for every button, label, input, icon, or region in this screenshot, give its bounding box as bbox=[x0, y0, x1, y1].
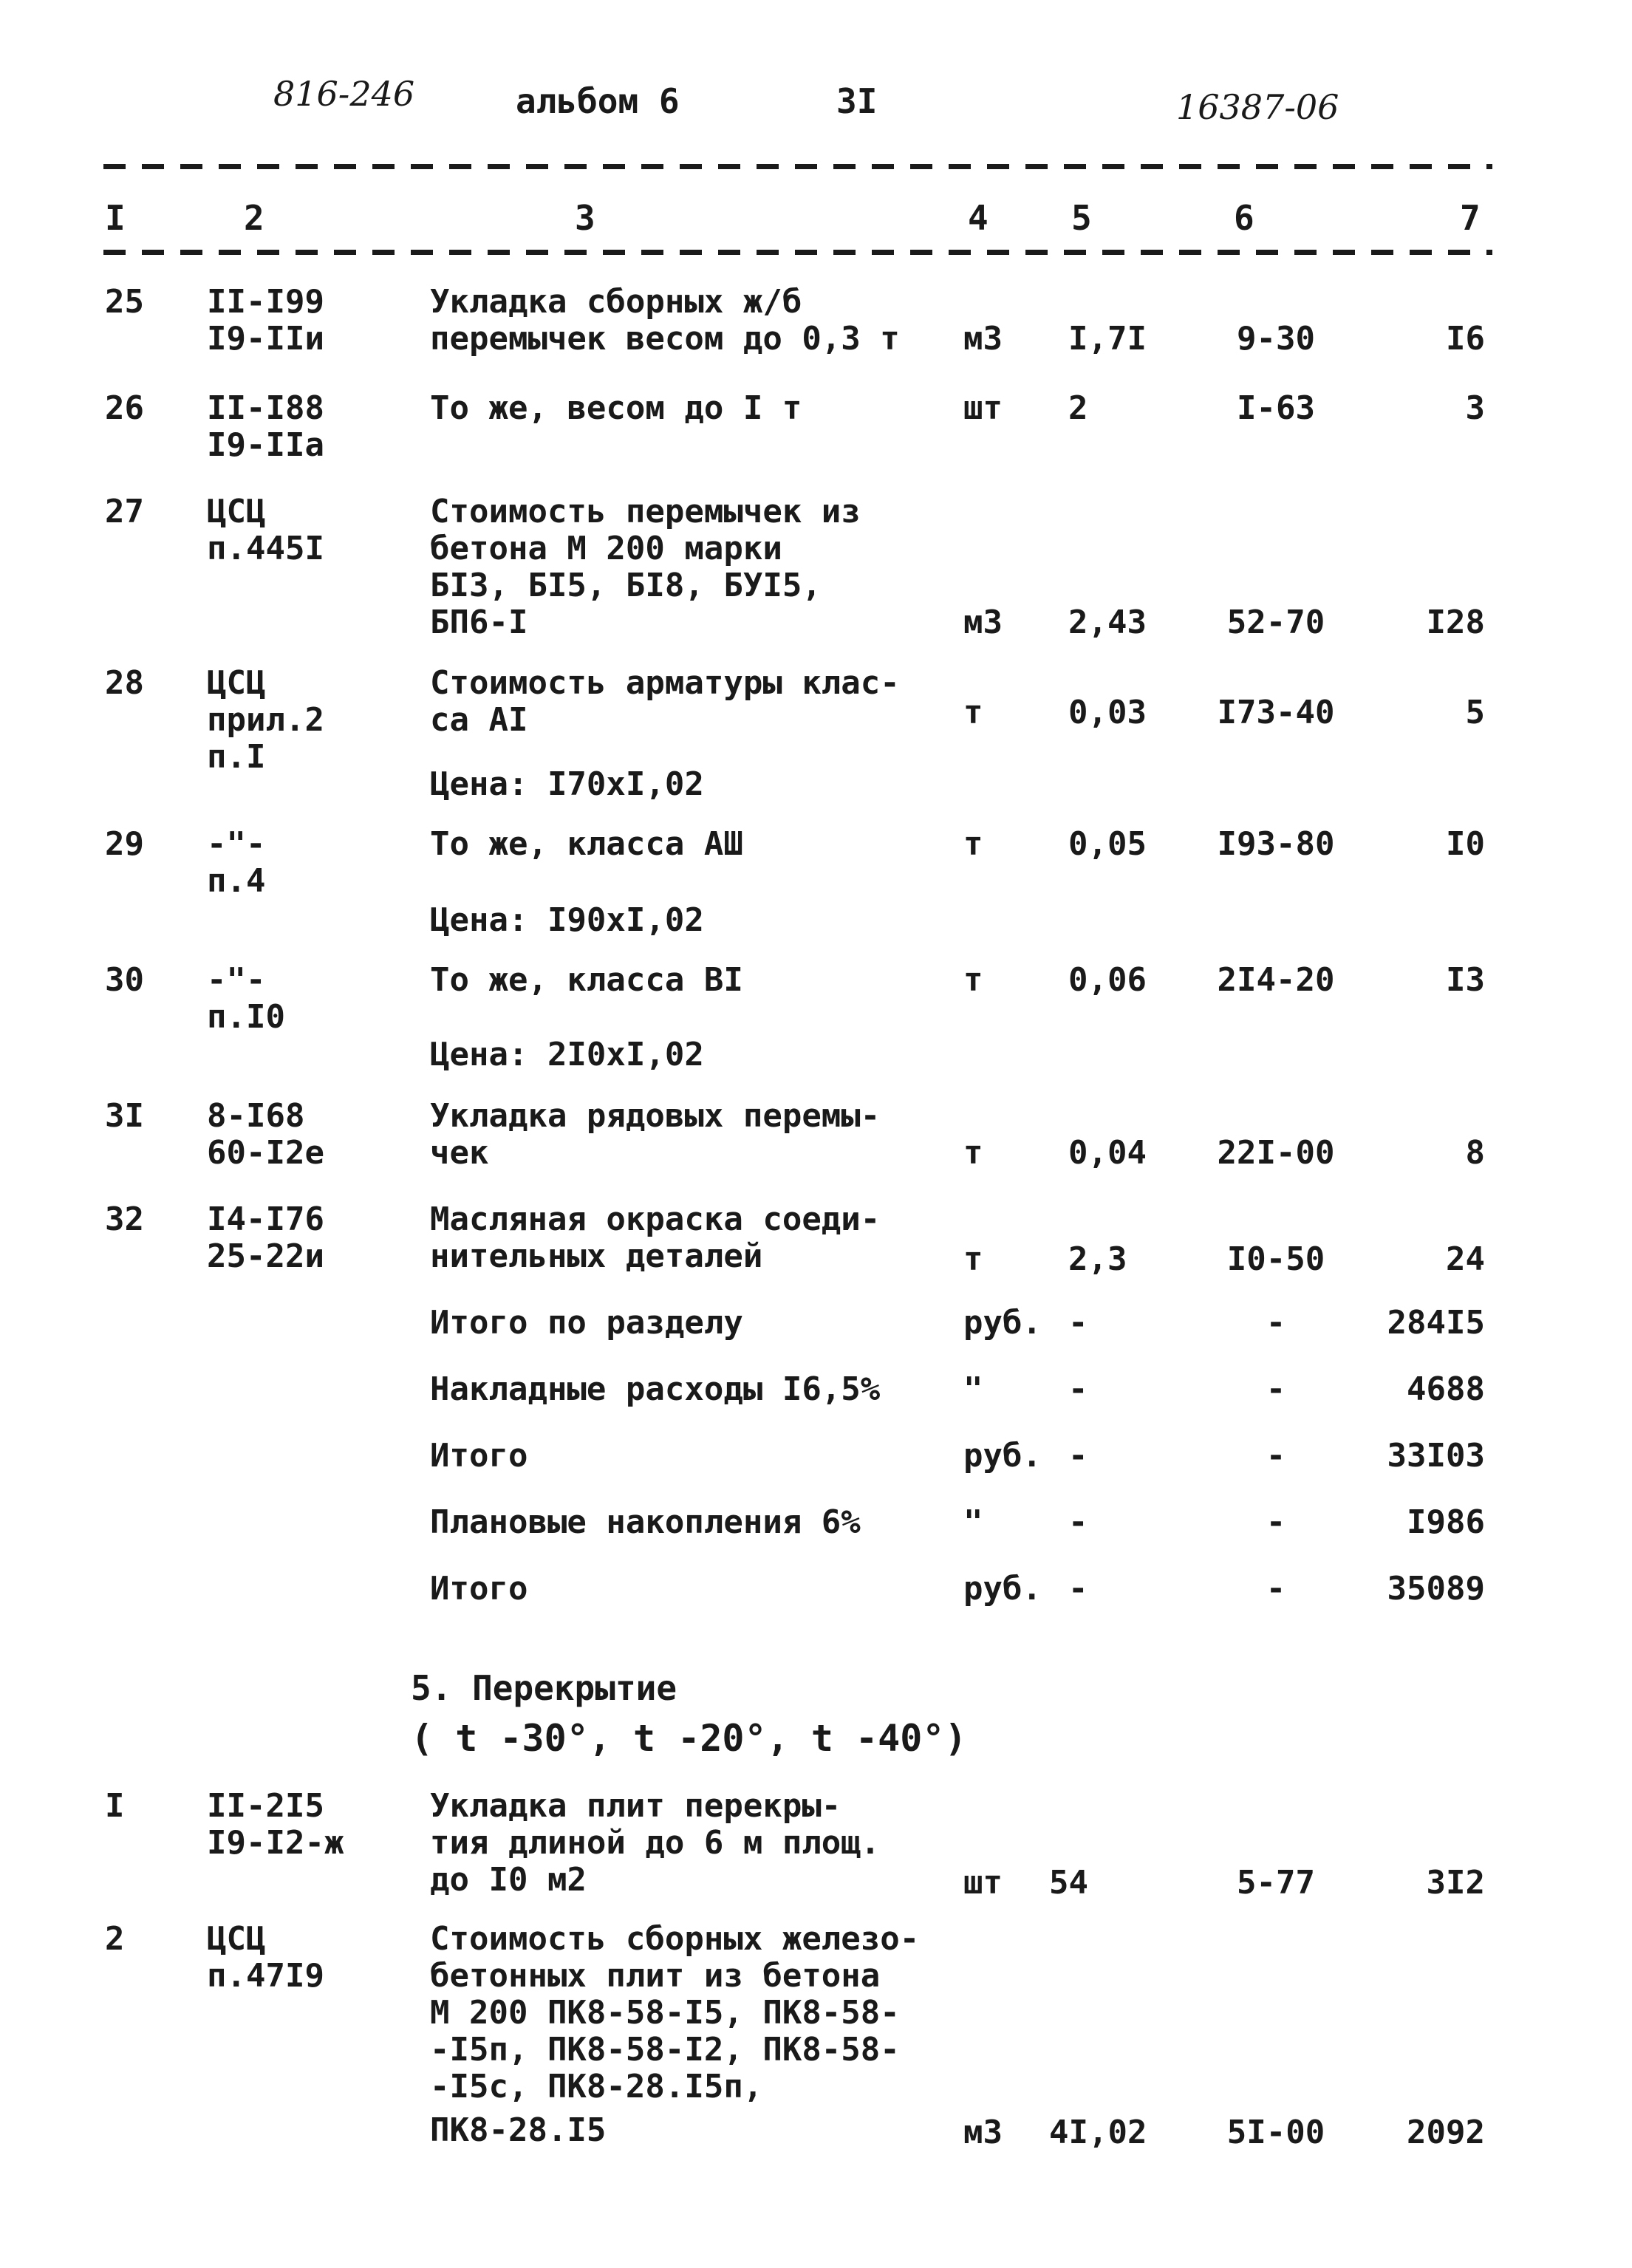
totals-label: Плановые накопления 6% bbox=[430, 1503, 861, 1541]
row-unit: шт bbox=[963, 1864, 1003, 1902]
row-unit: шт bbox=[963, 389, 1003, 427]
row-total: I28 bbox=[1426, 604, 1485, 641]
row-quantity: 0,04 bbox=[1068, 1134, 1147, 1172]
price-note: Цена: I90хI,02 bbox=[430, 901, 704, 939]
totals-total: 4688 bbox=[1407, 1370, 1485, 1408]
row-quantity: 0,03 bbox=[1068, 694, 1147, 731]
column-header-1: I bbox=[105, 198, 126, 238]
row-total: 5 bbox=[1465, 694, 1485, 731]
column-header-5: 5 bbox=[1071, 198, 1092, 238]
row-price: 5I-00 bbox=[1226, 2114, 1325, 2151]
price-note: Цена: I70хI,02 bbox=[430, 765, 704, 803]
totals-total: I986 bbox=[1407, 1503, 1485, 1541]
row-number: 2 bbox=[105, 1920, 125, 1958]
row-code: II-2I5 I9-I2-ж bbox=[207, 1787, 344, 1862]
row-description: Укладка рядовых перемы- чек bbox=[430, 1097, 881, 1172]
totals-price: - bbox=[1266, 1370, 1286, 1408]
page-number: 3I bbox=[836, 81, 878, 121]
row-number: 32 bbox=[105, 1200, 144, 1238]
row-number: 3I bbox=[105, 1097, 144, 1135]
document-code: 816-246 bbox=[273, 74, 415, 114]
row-description: Стоимость перемычек из бетона М 200 марки БI3, БI5, БI8, БУI5, БП6-I bbox=[430, 493, 861, 641]
totals-label: Итого bbox=[430, 1570, 528, 1608]
totals-quantity: - bbox=[1068, 1437, 1088, 1475]
totals-quantity: - bbox=[1068, 1503, 1088, 1541]
row-code: II-I99 I9-IIи bbox=[207, 283, 324, 358]
totals-label: Накладные расходы I6,5% bbox=[430, 1370, 881, 1408]
row-number: 29 bbox=[105, 825, 144, 863]
column-header-2: 2 bbox=[244, 198, 264, 238]
row-description: То же, класса ВI bbox=[430, 961, 743, 999]
totals-price: - bbox=[1266, 1503, 1286, 1541]
row-quantity: 2 bbox=[1068, 389, 1088, 427]
section-title: 5. Перекрытие bbox=[411, 1668, 677, 1708]
row-number: 30 bbox=[105, 961, 144, 999]
row-price: 9-30 bbox=[1237, 320, 1315, 358]
row-number: I bbox=[105, 1787, 125, 1825]
totals-label: Итого по разделу bbox=[430, 1304, 743, 1342]
totals-unit: " bbox=[963, 1503, 983, 1541]
row-number: 25 bbox=[105, 283, 144, 321]
row-unit: т bbox=[963, 825, 983, 863]
price-note: Цена: 2I0хI,02 bbox=[430, 1036, 704, 1073]
row-quantity: 4I,02 bbox=[1049, 2114, 1147, 2151]
row-price: I73-40 bbox=[1217, 694, 1335, 731]
row-unit: т bbox=[963, 1240, 983, 1278]
column-header-7: 7 bbox=[1460, 198, 1481, 238]
row-price: 5-77 bbox=[1237, 1864, 1315, 1902]
row-price: I93-80 bbox=[1217, 825, 1335, 863]
row-description: Стоимость арматуры клас- са АI bbox=[430, 664, 900, 739]
row-description: Стоимость сборных железо- бетонных плит из бетона М 200 ПК8-58-I5, ПК8-58- -I5п, ПК8-58-I2, ПК8-58- -I5с, ПК8-28.I5п, bbox=[430, 1920, 920, 2105]
row-price: 52-70 bbox=[1226, 604, 1325, 641]
price-note: ПК8-28.I5 bbox=[430, 2111, 607, 2149]
dashed-rule-bottom bbox=[103, 250, 1492, 255]
row-description: То же, класса АШ bbox=[430, 825, 743, 863]
row-description: То же, весом до I т bbox=[430, 389, 802, 427]
totals-unit: руб. bbox=[963, 1570, 1042, 1608]
row-description: Укладка сборных ж/б перемычек весом до 0,3 т bbox=[430, 283, 900, 358]
row-quantity: 0,05 bbox=[1068, 825, 1147, 863]
column-header-3: 3 bbox=[575, 198, 595, 238]
totals-price: - bbox=[1266, 1570, 1286, 1608]
totals-total: 35089 bbox=[1387, 1570, 1485, 1608]
row-description: Укладка плит перекры- тия длиной до 6 м площ. до I0 м2 bbox=[430, 1787, 881, 1899]
row-quantity: 0,06 bbox=[1068, 961, 1147, 999]
row-quantity: 2,43 bbox=[1068, 604, 1147, 641]
row-unit: м3 bbox=[963, 604, 1003, 641]
totals-label: Итого bbox=[430, 1437, 528, 1475]
totals-quantity: - bbox=[1068, 1304, 1088, 1342]
row-number: 26 bbox=[105, 389, 144, 427]
row-quantity: 2,3 bbox=[1068, 1240, 1127, 1278]
totals-total: 284I5 bbox=[1387, 1304, 1485, 1342]
document-number: 16387-06 bbox=[1176, 87, 1339, 127]
row-code: 8-I68 60-I2е bbox=[207, 1097, 324, 1172]
row-code: II-I88 I9-IIа bbox=[207, 389, 324, 464]
row-number: 28 bbox=[105, 664, 144, 702]
section-subtitle: ( t -30°, t -20°, t -40°) bbox=[411, 1717, 967, 1760]
row-quantity: I,7I bbox=[1068, 320, 1147, 358]
row-total: 24 bbox=[1446, 1240, 1485, 1278]
row-unit: м3 bbox=[963, 2114, 1003, 2151]
totals-unit: " bbox=[963, 1370, 983, 1408]
row-total: 3 bbox=[1465, 389, 1485, 427]
totals-price: - bbox=[1266, 1437, 1286, 1475]
row-total: 3I2 bbox=[1426, 1864, 1485, 1902]
totals-quantity: - bbox=[1068, 1570, 1088, 1608]
row-price: I0-50 bbox=[1226, 1240, 1325, 1278]
row-total: 8 bbox=[1465, 1134, 1485, 1172]
column-header-6: 6 bbox=[1234, 198, 1254, 238]
row-total: I0 bbox=[1446, 825, 1485, 863]
row-quantity: 54 bbox=[1049, 1864, 1088, 1902]
row-code: -"- п.I0 bbox=[207, 961, 285, 1036]
row-code: I4-I76 25-22и bbox=[207, 1200, 324, 1275]
row-code: ЦСЦ п.47I9 bbox=[207, 1920, 324, 1995]
row-total: 2092 bbox=[1407, 2114, 1485, 2151]
row-price: 22I-00 bbox=[1217, 1134, 1335, 1172]
dashed-rule-top bbox=[103, 164, 1492, 169]
row-description: Масляная окраска соеди- нительных деталей bbox=[430, 1200, 881, 1275]
row-code: -"- п.4 bbox=[207, 825, 266, 900]
row-number: 27 bbox=[105, 493, 144, 530]
row-unit: т bbox=[963, 694, 983, 731]
totals-quantity: - bbox=[1068, 1370, 1088, 1408]
row-price: I-63 bbox=[1237, 389, 1315, 427]
totals-price: - bbox=[1266, 1304, 1286, 1342]
album-label: альбом 6 bbox=[516, 81, 680, 121]
row-price: 2I4-20 bbox=[1217, 961, 1335, 999]
row-total: I3 bbox=[1446, 961, 1485, 999]
row-code: ЦСЦ п.445I bbox=[207, 493, 324, 567]
totals-unit: руб. bbox=[963, 1304, 1042, 1342]
row-unit: т bbox=[963, 961, 983, 999]
totals-total: 33I03 bbox=[1387, 1437, 1485, 1475]
row-code: ЦСЦ прил.2 п.I bbox=[207, 664, 324, 776]
column-header-4: 4 bbox=[968, 198, 989, 238]
row-unit: м3 bbox=[963, 320, 1003, 358]
row-total: I6 bbox=[1446, 320, 1485, 358]
totals-unit: руб. bbox=[963, 1437, 1042, 1475]
row-unit: т bbox=[963, 1134, 983, 1172]
